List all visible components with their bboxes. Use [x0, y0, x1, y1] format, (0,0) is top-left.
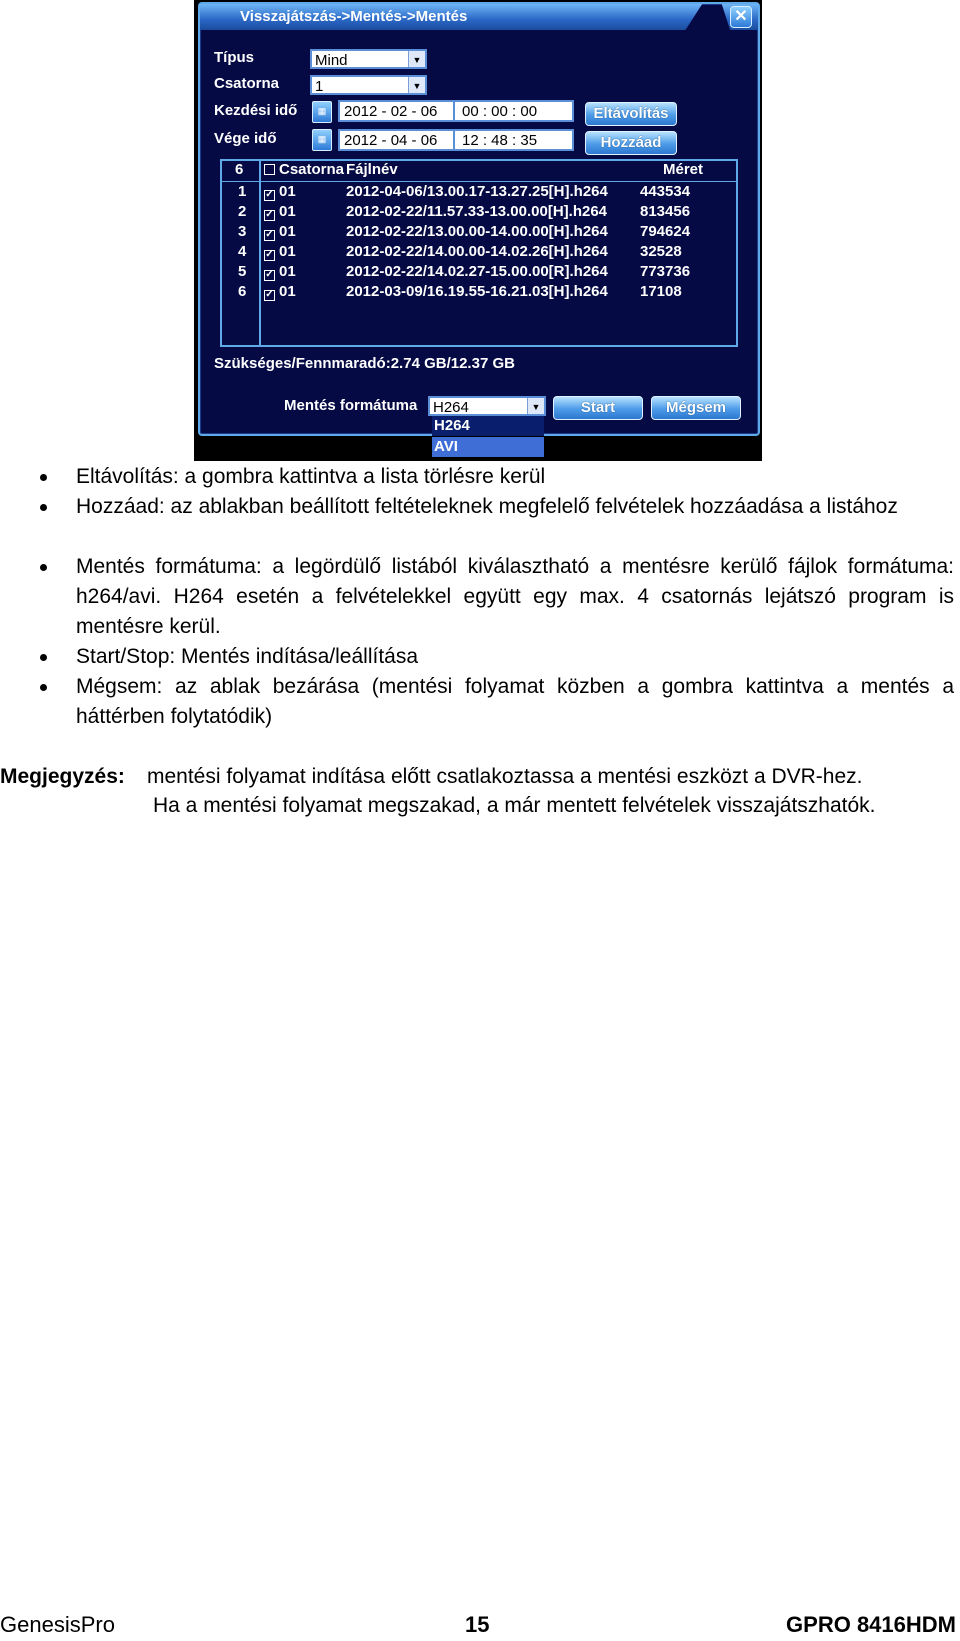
- row-channel-text: 01: [279, 203, 296, 220]
- bullet-icon: [40, 684, 47, 691]
- row-filename[interactable]: [346, 243, 608, 260]
- channel-select[interactable]: [310, 75, 427, 95]
- end-clock[interactable]: 12 : 48 : 35: [462, 132, 538, 149]
- type-label: Típus: [214, 49, 254, 66]
- format-select[interactable]: [428, 396, 546, 416]
- row-filename-text: 2012-02-22/14.02.27-15.00.00[R].h264: [346, 263, 608, 280]
- start-time-label: Kezdési idő: [214, 102, 298, 119]
- row-channel-text: 01: [279, 183, 296, 200]
- type-value: Mind: [315, 52, 348, 69]
- row-filename[interactable]: [346, 283, 608, 300]
- row-size-text: 794624: [640, 223, 691, 240]
- row-number-text: 6: [238, 283, 247, 300]
- row-number: [238, 263, 246, 280]
- chevron-down-icon[interactable]: ▼: [408, 51, 425, 67]
- row-number: [238, 223, 246, 240]
- row-number-text: 2: [238, 203, 247, 220]
- add-button[interactable]: Hozzáad: [585, 131, 677, 155]
- start-date[interactable]: 2012 - 02 - 06: [344, 103, 438, 120]
- row-filename[interactable]: [346, 223, 608, 240]
- type-select[interactable]: [310, 49, 427, 69]
- row-size: [640, 203, 690, 220]
- chevron-down-icon[interactable]: ▼: [408, 77, 425, 93]
- column-header-channel-label: Csatorna: [279, 161, 345, 178]
- row-number-text: 3: [238, 223, 247, 240]
- row-filename[interactable]: [346, 263, 608, 280]
- footer-brand: GenesisPro: [0, 1612, 115, 1637]
- column-divider: [259, 161, 261, 345]
- row-size: [640, 283, 682, 300]
- row-size: [640, 223, 690, 240]
- dialog-title: Visszajátszás->Mentés->Mentés: [240, 8, 468, 25]
- note-line-2: Ha a mentési folyamat megszakad, a már mentett felvételek visszajátszhatók.: [153, 794, 876, 817]
- row-channel-text: 01: [279, 263, 296, 280]
- calendar-icon[interactable]: ▦: [312, 129, 332, 151]
- start-clock[interactable]: 00 : 00 : 00: [462, 103, 538, 120]
- file-list: [220, 159, 738, 347]
- row-channel[interactable]: [264, 183, 296, 201]
- row-channel-text: 01: [279, 223, 296, 240]
- row-channel[interactable]: [264, 263, 296, 281]
- dvr-screenshot: [194, 0, 762, 461]
- row-checkbox[interactable]: ✓: [265, 289, 274, 300]
- row-checkbox[interactable]: ✓: [265, 269, 274, 280]
- cancel-button[interactable]: Mégsem: [651, 396, 741, 420]
- row-size: [640, 243, 682, 260]
- row-filename-text: 2012-02-22/14.00.00-14.02.26[H].h264: [346, 243, 608, 260]
- note-label: Megjegyzés:: [0, 765, 125, 788]
- row-channel[interactable]: [264, 243, 296, 261]
- backup-dialog: [198, 2, 760, 436]
- page-number: 15: [465, 1612, 490, 1637]
- bullet-text: Eltávolítás: a gombra kattintva a lista törlésre kerül: [76, 465, 546, 488]
- row-channel-text: 01: [279, 243, 296, 260]
- row-number: [238, 183, 246, 200]
- format-value: H264: [433, 399, 469, 416]
- row-filename-text: 2012-02-22/13.00.00-14.00.00[H].h264: [346, 223, 608, 240]
- format-option-avi[interactable]: AVI: [432, 437, 544, 457]
- bullet-text: Mentés formátuma: a legördülő listából kiválasztható a mentésre kerülő fájlok formátuma: h264/avi. H264 esetén a felvételekkel együtt egy max. 4 csatornás lejátszó program is mentésre kerül.: [76, 555, 954, 638]
- row-size-text: 32528: [640, 243, 682, 260]
- bullet-icon: [40, 564, 47, 571]
- row-filename[interactable]: [346, 203, 607, 220]
- format-label: Mentés formátuma: [284, 397, 418, 414]
- bullet-text: Mégsem: az ablak bezárása (mentési folyamat közben a gombra kattintva a mentés a háttérben folytatódik): [76, 675, 954, 728]
- row-filename-text: 2012-04-06/13.00.17-13.27.25[H].h264: [346, 183, 608, 200]
- bullet-text: Hozzáad: az ablakban beállított feltételeknek megfelelő felvételek hozzáadása a listához: [76, 495, 898, 518]
- bullet-icon: [40, 474, 47, 481]
- row-number: [238, 283, 246, 300]
- row-number-text: 1: [238, 183, 247, 200]
- remove-button[interactable]: Eltávolítás: [585, 102, 677, 126]
- row-number-text: 4: [238, 243, 247, 260]
- column-header-channel[interactable]: [264, 161, 346, 178]
- row-checkbox[interactable]: ✓: [265, 189, 274, 200]
- note-line-1: mentési folyamat indítása előtt csatlakoztassa a mentési eszközt a DVR-hez.: [147, 765, 863, 788]
- format-option-h264[interactable]: H264: [432, 416, 544, 436]
- bullet-text: Start/Stop: Mentés indítása/leállítása: [76, 645, 419, 668]
- end-date[interactable]: 2012 - 04 - 06: [344, 132, 438, 149]
- row-filename-text: 2012-02-22/11.57.33-13.00.00[H].h264: [346, 203, 608, 220]
- start-button[interactable]: Start: [553, 396, 643, 420]
- row-number-text: 5: [238, 263, 247, 280]
- row-size-text: 17108: [640, 283, 682, 300]
- row-number: [238, 203, 246, 220]
- row-filename-text: 2012-03-09/16.19.55-16.21.03[H].h264: [346, 283, 608, 300]
- space-info: Szükséges/Fennmaradó:2.74 GB/12.37 GB: [214, 355, 515, 372]
- column-header-filename[interactable]: Fájlnév: [346, 161, 398, 178]
- chevron-down-icon[interactable]: ▼: [527, 398, 544, 414]
- end-time-label: Vége idő: [214, 130, 277, 147]
- row-checkbox[interactable]: ✓: [265, 249, 274, 260]
- field-divider: [453, 131, 455, 149]
- channel-value: 1: [315, 78, 324, 95]
- column-header-size[interactable]: Méret: [663, 161, 704, 178]
- bullet-icon: [40, 504, 47, 511]
- row-channel[interactable]: [264, 223, 296, 241]
- end-time-field[interactable]: [338, 129, 574, 151]
- page-footer: [0, 1612, 960, 1640]
- row-channel-text: 01: [279, 283, 296, 300]
- row-checkbox[interactable]: ✓: [265, 229, 274, 240]
- row-size: [640, 183, 690, 200]
- row-filename[interactable]: [346, 183, 608, 200]
- calendar-icon[interactable]: ▦: [312, 101, 332, 123]
- row-channel[interactable]: [264, 283, 296, 301]
- row-size-text: 813456: [640, 203, 691, 220]
- row-checkbox[interactable]: ✓: [265, 209, 274, 220]
- row-channel[interactable]: [264, 203, 296, 221]
- row-size-text: 773736: [640, 263, 691, 280]
- channel-label: Csatorna: [214, 75, 280, 92]
- bullet-icon: [40, 654, 47, 661]
- select-all-checkbox[interactable]: [264, 164, 275, 175]
- close-icon[interactable]: ✕: [730, 6, 752, 28]
- file-count: 6: [235, 161, 244, 178]
- footer-model: GPRO 8416HDM: [786, 1612, 956, 1637]
- row-size: [640, 263, 690, 280]
- field-divider: [453, 102, 455, 120]
- start-time-field[interactable]: [338, 100, 574, 122]
- row-number: [238, 243, 246, 260]
- row-size-text: 443534: [640, 183, 691, 200]
